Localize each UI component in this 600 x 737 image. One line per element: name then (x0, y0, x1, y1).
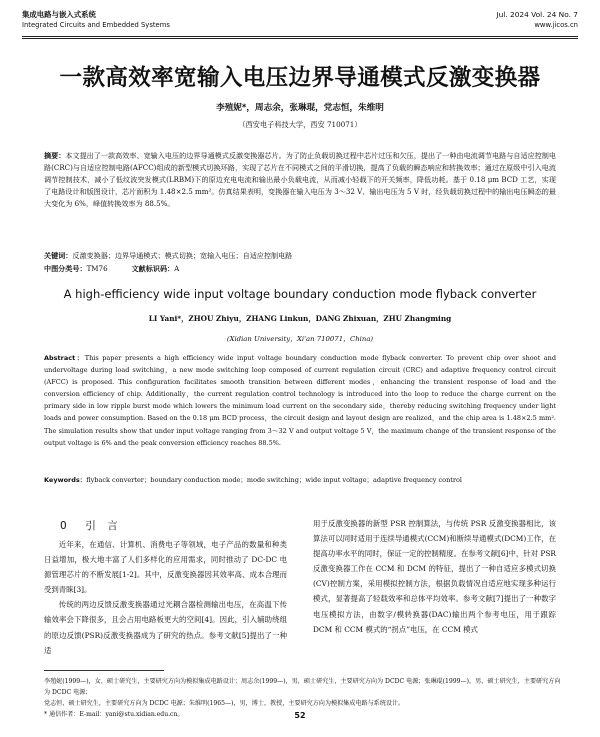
title-en: A high-efficiency wide input voltage boundary conduction mode flyback converter (63, 287, 537, 301)
section-number: 0 (60, 520, 71, 532)
body-paragraph: 用于反激变换器的新型 PSR 控制算法，与传统 PSR 反激变换器相比，该算法可以同时适用于连续导通模式(CCM)和断续导通模式(DCM)工作，在提高功率水平的同时，保证一定的控制精度。在参考文献[6]中，针对 PSR 反激变换器工作在 CCM 和 DCM 的特征，提出了一种自适应多模式切换(CV)控制方案，采用模拟控制方法，根据负载情况自适应地实现多种运行模式，显著提高了轻载效率和总体平均效率。参考文献[7]提出了一种数字电压模拟方法，由数字/模转换器(DAC)输出两个参考电压，用于跟踪 DCM 和 CCM 模式的“拐点”电压，在 CCM 模式 (313, 519, 556, 634)
abstract-zh-text: 本文提出了一款高效率、宽输入电压的边界导通模式反激变换器芯片。为了防止负载切换过程中芯片过压和欠压，提出了一种由电流调节电路与自适应控制电路(CRC)与自适应控制电路(AFCC)组成的新型模式切换环路，实现了芯片在不同模式之间的平滑切换，提高了负载的瞬态响应和转换效率；通过在原级中引入电流调节控制技术，减小了低纹波突发模式(LRBM)下的原边充电电流和输出最小负载电流，从而减小轻载下的开关频率，降低功耗。基于 0.18 μm BCD 工艺，实现了电路设计和版图设计，芯片面积为 1.48×2.5 mm²。仿真结果表明，变换器在输入电压为 3～32 V、输出电压为 5 V 时，经负载切换过程中的输出电压瞬态的最大变化为 6%，峰值转换效率为 88.5%。 (44, 151, 557, 209)
footnote-line: * 通信作者：E-mail：yani@stu.xidian.edu.cn。 (44, 711, 184, 718)
keywords-zh (44, 250, 556, 262)
affiliation-en: (Xidian University，Xi'an 710071，China) (226, 335, 374, 343)
journal-website: www.jicos.cn (534, 21, 578, 29)
authors-zh: 李殖妮*，周志余，张琳琨，党志恒，朱维明 (216, 103, 384, 113)
classification-zh (44, 263, 556, 275)
keywords-en-text: flyback converter；boundary conduction mode；mode switching；wide input voltage；adaptive frequency control (86, 476, 462, 484)
abstract-en-text: This paper presents a high efficiency wide input voltage boundary conduction mode flyback converter. To prevent chip over shoot and undervoltage during load switching，a new mode switching loop composed of current regulation circuit (CRC) and adaptive frequency control circuit (AFCC) is proposed. This configuration facilitates smooth transition between different modes，enhancing the transient response of load and the conversion efficiency of chip. Additionally，the current regulation control technology is introduced into the loop to reduce the charge current on the primary side in low ripple burst mode which lowers the minimum load current on the secondary side，thereby reducing switching frequency under light loads and power consumption. Based on the 0.18 μm BCD process，the circuit design and layout design are realized，and the chip area is 1.48×2.5 mm². The simulation results show that under input voltage ranging from 3～32 V and output voltage 5 V，the maximum change of the transient response of the output voltage is 6% and the peak conversion efficiency reaches 88.5%. (44, 354, 556, 447)
body-paragraph: 传统的两边反馈反激变换器通过光耦合器检测输出电压，在高温下传输效率会下降很多，且会占用电路板更大的空间[4]。因此，引入辅助绕组的原边反馈(PSR)反激变换器成为了研究的热点。参考文献[5]提出了一种适 (44, 600, 287, 655)
footnote-rule (44, 670, 164, 671)
doc-code: A (174, 264, 180, 273)
body-paragraph: 近年来，在通信、计算机、消费电子等领域，电子产品的数量和种类日益增加，极大地丰富了人们多样化的应用需求，同时推动了 DC-DC 电源管理芯片的不断发展[1-2]。其中，反激变换器因其效率高、成本合理而受到青睐[3]。 (44, 540, 287, 595)
footnote-line: 李殖妮(1999—)，女，硕士研究生，主要研究方向为模拟集成电路设计；周志余(1999—)，男，硕士研究生，主要研究方向为 DCDC 电源；张琳琨(1999—)，男，硕士研究生，主要研究方向为 DCDC 电源； (44, 678, 561, 696)
keywords-en-label: Keywords： (44, 476, 87, 484)
header-rule-thin (22, 38, 578, 39)
abstract-zh (44, 150, 556, 210)
body-column-left (44, 537, 287, 658)
clc-number: TM76 (86, 264, 108, 273)
journal-name-en: Integrated Circuits and Embedded Systems (22, 21, 170, 29)
doc-code-label: 文献标识码： (131, 264, 175, 273)
abstract-en-label: Abstract： (44, 354, 85, 362)
affiliation-zh: （西安电子科技大学，西安 710071） (238, 120, 362, 129)
clc-label: 中图分类号： (44, 264, 87, 273)
abstract-en (44, 352, 556, 449)
keywords-en (44, 474, 556, 486)
section-heading (60, 518, 122, 533)
keywords-zh-label: 关键词： (44, 251, 73, 260)
keywords-zh-text: 反激变换器；边界导通模式；模式切换；宽输入电压；自适应控制电路 (72, 251, 293, 260)
header-rule (22, 36, 578, 37)
authors-en: LI Yani*，ZHOU Zhiyu，ZHANG Linkun，DANG Zhixuan，ZHU Zhangming (148, 314, 452, 323)
journal-name-zh: 集成电路与嵌入式系统 (22, 10, 96, 19)
section-title: 引 言 (85, 520, 122, 532)
page-number: 52 (294, 711, 306, 720)
issue-info: Jul. 2024 Vol. 24 No. 7 (496, 10, 578, 19)
running-header (22, 10, 578, 34)
body-column-right (313, 516, 556, 637)
footnote-line: 党志恒，硕士研究生，主要研究方向为 DCDC 电源；朱维明(1965—)，男，博士，教授，主要研究方向为模拟集成电路与系统设计。 (44, 700, 405, 707)
abstract-zh-label: 摘要： (44, 151, 66, 160)
title-zh: 一款高效率宽输入电压边界导通模式反激变换器 (59, 65, 541, 91)
